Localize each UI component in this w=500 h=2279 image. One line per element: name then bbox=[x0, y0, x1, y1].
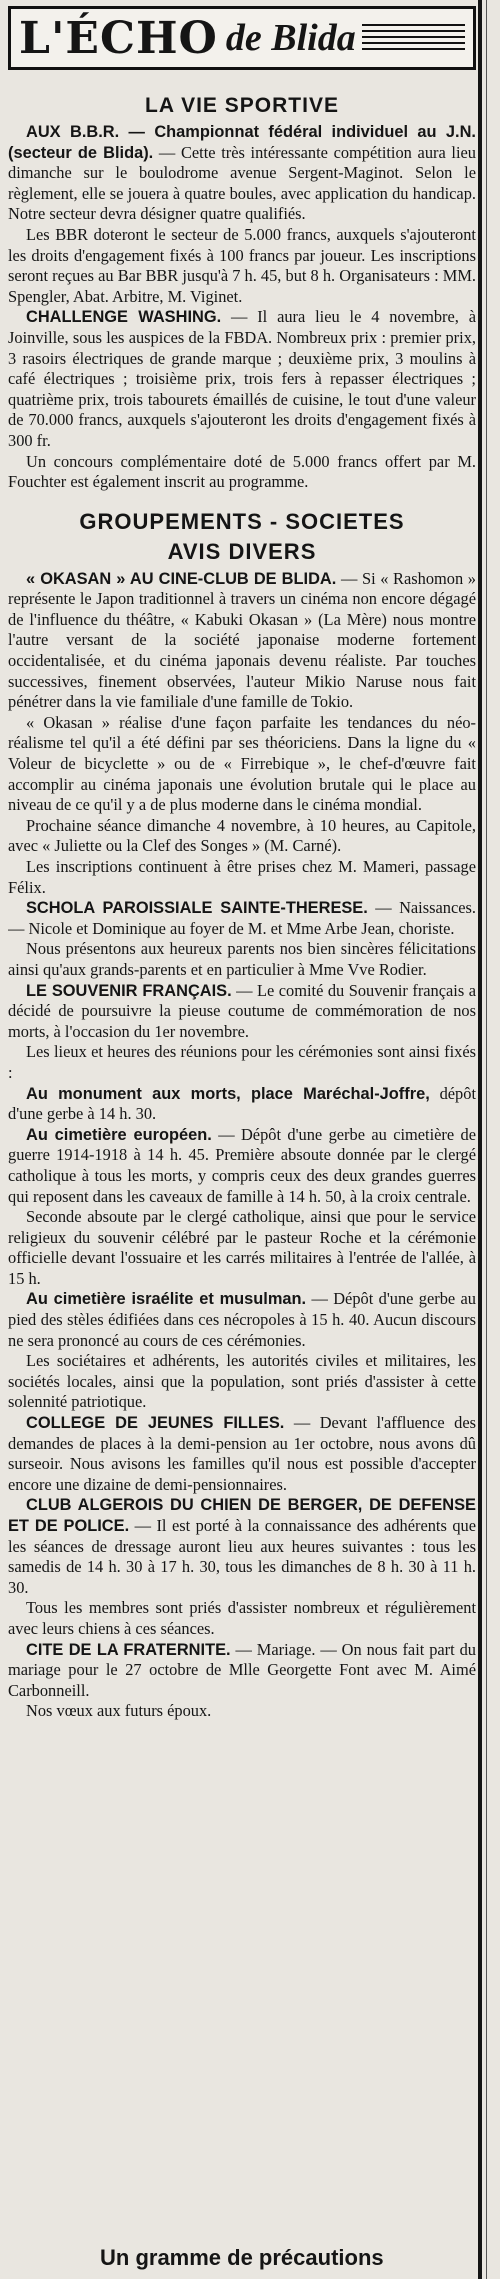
paragraph-body: — Naissances. — Nicole et Dominique au foyer de M. et Mme Arbe Jean, choriste. bbox=[8, 898, 476, 938]
next-article-headline: Un gramme de précautions bbox=[100, 2245, 384, 2270]
article-column bbox=[8, 6, 476, 2271]
paragraph-body: Les sociétaires et adhérents, les autorités civiles et militaires, les sociétés locales, ainsi que la population, sont priés d'assister à cette solennité patriotique. bbox=[8, 1351, 476, 1412]
paragraph-body: — Dépôt d'une gerbe au cimetière de guerre 1914-1918 à 14 h. 45. Première absoute donnée par le clergé catholique à tous les morts, y compris ceux des deux grandes guerres qui reposent dans les caveaux de famille à 14 h. 50, à la croix centrale. bbox=[8, 1124, 476, 1206]
column-rule-thin bbox=[486, 0, 487, 2279]
paragraph-lead: AUX B.B.R. — Championnat fédéral individuel au J.N. (secteur de Blida). bbox=[8, 123, 476, 162]
paragraph-body: Un concours complémentaire doté de 5.000 francs offert par M. Fouchter est également inscrit au programme. bbox=[8, 451, 476, 492]
paragraph-body: Tous les membres sont priés d'assister nombreux et régulièrement avec leurs chiens à ces séances. bbox=[8, 1598, 476, 1638]
article-paragraph bbox=[8, 1495, 476, 1598]
paragraph-body: Nos vœux aux futurs époux. bbox=[26, 1701, 212, 1721]
paragraph-body: — Il est porté à la connaissance des adhérents que les séances de dressage auront lieu aux heures suivantes : tous les samedis de 14 h. 30 à 17 h. 30, tous les dimanches de 8 h. 30 à 11 h. 30. bbox=[8, 1516, 476, 1597]
column-rule bbox=[478, 0, 482, 2279]
article-paragraph bbox=[8, 1413, 476, 1495]
article-paragraph bbox=[8, 225, 476, 307]
paragraph-lead: « OKASAN » AU CINE-CLUB DE BLIDA. bbox=[26, 569, 337, 588]
paragraph-lead: CITE DE LA FRATERNITE. bbox=[26, 1640, 231, 1659]
paragraph-body: — Dépôt d'une gerbe au pied des stèles édifiées dans ces nécropoles à 15 h. 40. Aucun discours ne sera prononcé au cours de ces cérémonies. bbox=[8, 1289, 476, 1350]
article-paragraph bbox=[8, 1701, 476, 1722]
section-title-groups: GROUPEMENTS - SOCIETES bbox=[79, 508, 405, 534]
paragraph-lead: Au monument aux morts, place Maréchal-Joffre, bbox=[26, 1084, 430, 1103]
paragraph-body: — Cette très intéressante compétition aura lieu dimanche sur le boulodrome avenue Sergent-Maginot. Selon le règlement, elle se jouera à quatre boules, avec application du handicap. Notre secteur devra désigner quatre qualifiés. bbox=[8, 142, 476, 224]
article-paragraph bbox=[8, 307, 476, 451]
article-paragraph bbox=[8, 1207, 476, 1289]
paragraph-body: « Okasan » réalise d'une façon parfaite les tendances du néo-réalisme tel qu'il a été défini par ses théoriciens. Dans la ligne du « Voleur de bicyclette » ou de « Firrebique », le chef-d'œuvre fait accomplir au cinéma japonais une évolution brutale qui le place au niveau de ce qu'il y a de plus moderne dans le cinéma mondial. bbox=[8, 712, 476, 815]
paragraph-lead: CHALLENGE WASHING. bbox=[26, 308, 222, 327]
masthead-subtitle: de Blida bbox=[225, 17, 356, 59]
section-subtitle-notices: AVIS DIVERS bbox=[167, 538, 317, 564]
paragraph-body: Les BBR doteront le secteur de 5.000 francs, auxquels s'ajouteront les droits d'engagement fixés à 100 francs par joueur. Les inscriptions seront reçues au Bar BBR jusqu'à 7 h. 45, but 8 h. Organisateurs : MM. Spengler, Abat. Arbitre, M. Viginet. bbox=[8, 224, 476, 306]
paragraph-body: dépôt d'une gerbe à 14 h. 30. bbox=[8, 1083, 476, 1124]
paragraph-body: Prochaine séance dimanche 4 novembre, à 10 heures, au Capitole, avec « Juliette ou la Clef des Songes » (M. Carné). bbox=[8, 815, 476, 856]
article-paragraph bbox=[8, 816, 476, 857]
paragraph-body: — Le comité du Souvenir français a décidé de poursuivre la pieuse coutume de commémoration de nos morts, à l'occasion du 1er novembre. bbox=[8, 980, 476, 1041]
masthead-title: L'ÉCHO bbox=[19, 12, 218, 64]
section-sport bbox=[8, 122, 476, 493]
paragraph-body: — Devant l'affluence des demandes de places à la demi-pension au 1er octobre, nous avons dû surseoir. Nous avisons les familles qu'il nous est possible d'accepter encore une dizaine de demi-pensionnaires. bbox=[8, 1413, 476, 1494]
article-paragraph bbox=[8, 452, 476, 493]
paragraph-body: Les inscriptions continuent à être prises chez M. Mameri, passage Félix. bbox=[8, 857, 476, 897]
paragraph-body: — Il aura lieu le 4 novembre, à Joinville, sous les auspices de la FBDA. Nombreux prix : premier prix, 3 rasoirs électriques de grande marque ; deuxième prix, 3 moulins à café électriques ; troisième prix, trois fers à repasser électriques ; quatrième prix, trois tabourets émaillés de cuisine, le tout d'une valeur de 70.000 francs, auxquels s'ajouteront les droits d'engagement fixés à 300 fr. bbox=[8, 307, 476, 450]
article-paragraph bbox=[8, 939, 476, 980]
article-paragraph bbox=[8, 122, 476, 225]
paragraph-body: — Mariage. — On nous fait part du mariage pour le 27 octobre de Mlle Georgette Font avec M. Aimé Carbonneill. bbox=[8, 1639, 476, 1700]
article-paragraph bbox=[8, 569, 476, 713]
paragraph-lead: COLLEGE DE JEUNES FILLES. bbox=[26, 1414, 285, 1433]
paragraph-body: Seconde absoute par le clergé catholique, ainsi que pour le service religieux du souvenir célébré par le pasteur Roche et la cérémonie officielle devant l'ossuaire et les carrés militaires à l'entrée de l'allée, à 15 h. bbox=[8, 1207, 476, 1288]
paragraph-lead: Au cimetière israélite et musulman. bbox=[26, 1290, 307, 1309]
article-paragraph bbox=[8, 1640, 476, 1702]
paragraph-body: Nous présentons aux heureux parents nos bien sincères félicitations ainsi qu'aux grands-parents et en particulier à Mme Vve Rodier. bbox=[8, 939, 476, 979]
masthead-rules bbox=[362, 24, 465, 52]
paragraph-lead: CLUB ALGEROIS DU CHIEN DE BERGER, DE DEFENSE ET DE POLICE. bbox=[8, 1496, 476, 1535]
article-paragraph bbox=[8, 898, 476, 939]
paragraph-body: Les lieux et heures des réunions pour les cérémonies sont ainsi fixés : bbox=[8, 1042, 476, 1082]
paragraph-lead: Au cimetière européen. bbox=[26, 1125, 212, 1144]
paragraph-lead: SCHOLA PAROISSIALE SAINTE-THERESE. bbox=[26, 899, 368, 918]
article-paragraph bbox=[8, 1598, 476, 1639]
article-paragraph bbox=[8, 1125, 476, 1207]
section-title-sport: LA VIE SPORTIVE bbox=[145, 94, 339, 117]
article-paragraph bbox=[8, 1289, 476, 1351]
article-paragraph bbox=[8, 1084, 476, 1125]
paragraph-lead: LE SOUVENIR FRANÇAIS. bbox=[26, 981, 232, 1000]
article-paragraph bbox=[8, 1351, 476, 1413]
article-paragraph bbox=[8, 713, 476, 816]
section-groups bbox=[8, 569, 476, 1722]
article-paragraph bbox=[8, 1042, 476, 1083]
paragraph-body: — Si « Rashomon » représente le Japon traditionnel à travers un cinéma non encore dégagé de l'influence du théâtre, « Kabuki Okasan » (La Mère) nous montre l'autre versant de la société japonaise moderne fortement occidentalisée, et du cinéma japonais devenu réaliste. Par touches successives, finement observées, l'auteur Mikio Naruse nous fait pénétrer dans la vie familiale d'une famille de Tokio. bbox=[8, 568, 476, 712]
masthead bbox=[8, 6, 476, 70]
article-paragraph bbox=[8, 981, 476, 1043]
article-paragraph bbox=[8, 857, 476, 898]
